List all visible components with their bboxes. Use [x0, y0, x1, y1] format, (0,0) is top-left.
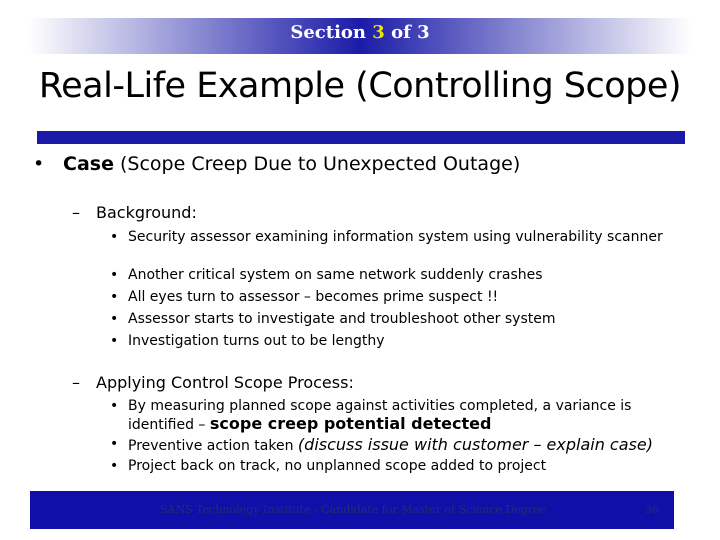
- bullet-icon: •: [110, 229, 119, 245]
- background-item: [110, 229, 680, 246]
- process-item-text: Project back on track, no unplanned scope added to project: [128, 458, 547, 474]
- process-item: [110, 398, 680, 434]
- process-item-italic: (discuss issue with customer – explain case): [297, 435, 653, 454]
- case-description: (Scope Creep Due to Unexpected Outage): [113, 153, 521, 175]
- section-indicator: [0, 22, 720, 43]
- bullet-icon: •: [110, 333, 119, 349]
- background-item-text: Investigation turns out to be lengthy: [128, 333, 385, 349]
- process-item-text: [128, 398, 680, 434]
- background-heading-text: Background:: [96, 203, 197, 222]
- background-item: [110, 267, 680, 284]
- background-item-text: Another critical system on same network suddenly crashes: [128, 267, 543, 283]
- bullet-icon: •: [110, 289, 119, 305]
- case-bullet-line: [33, 153, 520, 175]
- section-suffix: of 3: [391, 22, 430, 43]
- bullet-icon: •: [110, 311, 119, 327]
- section-number: 3: [372, 22, 385, 43]
- bullet-icon: •: [110, 458, 119, 474]
- footer-text: SANS Technology Institute - Candidate for Master of Science Degree: [160, 503, 547, 516]
- bullet-icon: •: [110, 398, 119, 414]
- background-item: [110, 311, 680, 328]
- dash-icon: –: [72, 203, 80, 222]
- title-underline-bar: [37, 131, 685, 144]
- bullet-icon: •: [110, 436, 119, 452]
- background-item-text: Security assessor examining information system using vulnerability scanner: [128, 229, 663, 245]
- process-item: [110, 436, 680, 455]
- process-heading-text: Applying Control Scope Process:: [96, 373, 354, 392]
- process-item-plain: Preventive action taken: [128, 438, 298, 454]
- section-prefix: Section: [290, 22, 366, 43]
- page-number: 36: [645, 503, 659, 516]
- dash-icon: –: [72, 373, 80, 392]
- process-item: [110, 458, 680, 475]
- background-item-text: Assessor starts to investigate and troubleshoot other system: [128, 311, 556, 327]
- background-item: [110, 333, 680, 350]
- process-item-plain: By measuring planned scope against activities completed, a variance is identified –: [128, 398, 632, 433]
- case-label: Case: [63, 153, 114, 175]
- bullet-icon: •: [33, 153, 45, 175]
- background-item-text: All eyes turn to assessor – becomes prime suspect !!: [128, 289, 499, 305]
- bullet-icon: •: [110, 267, 119, 283]
- background-heading: [72, 203, 197, 222]
- process-item-text: [128, 436, 680, 455]
- scope-creep-emphasis: scope creep potential detected: [209, 414, 492, 433]
- slide-title: Real-Life Example (Controlling Scope): [38, 66, 682, 106]
- background-item: [110, 289, 680, 306]
- process-heading: [72, 373, 354, 392]
